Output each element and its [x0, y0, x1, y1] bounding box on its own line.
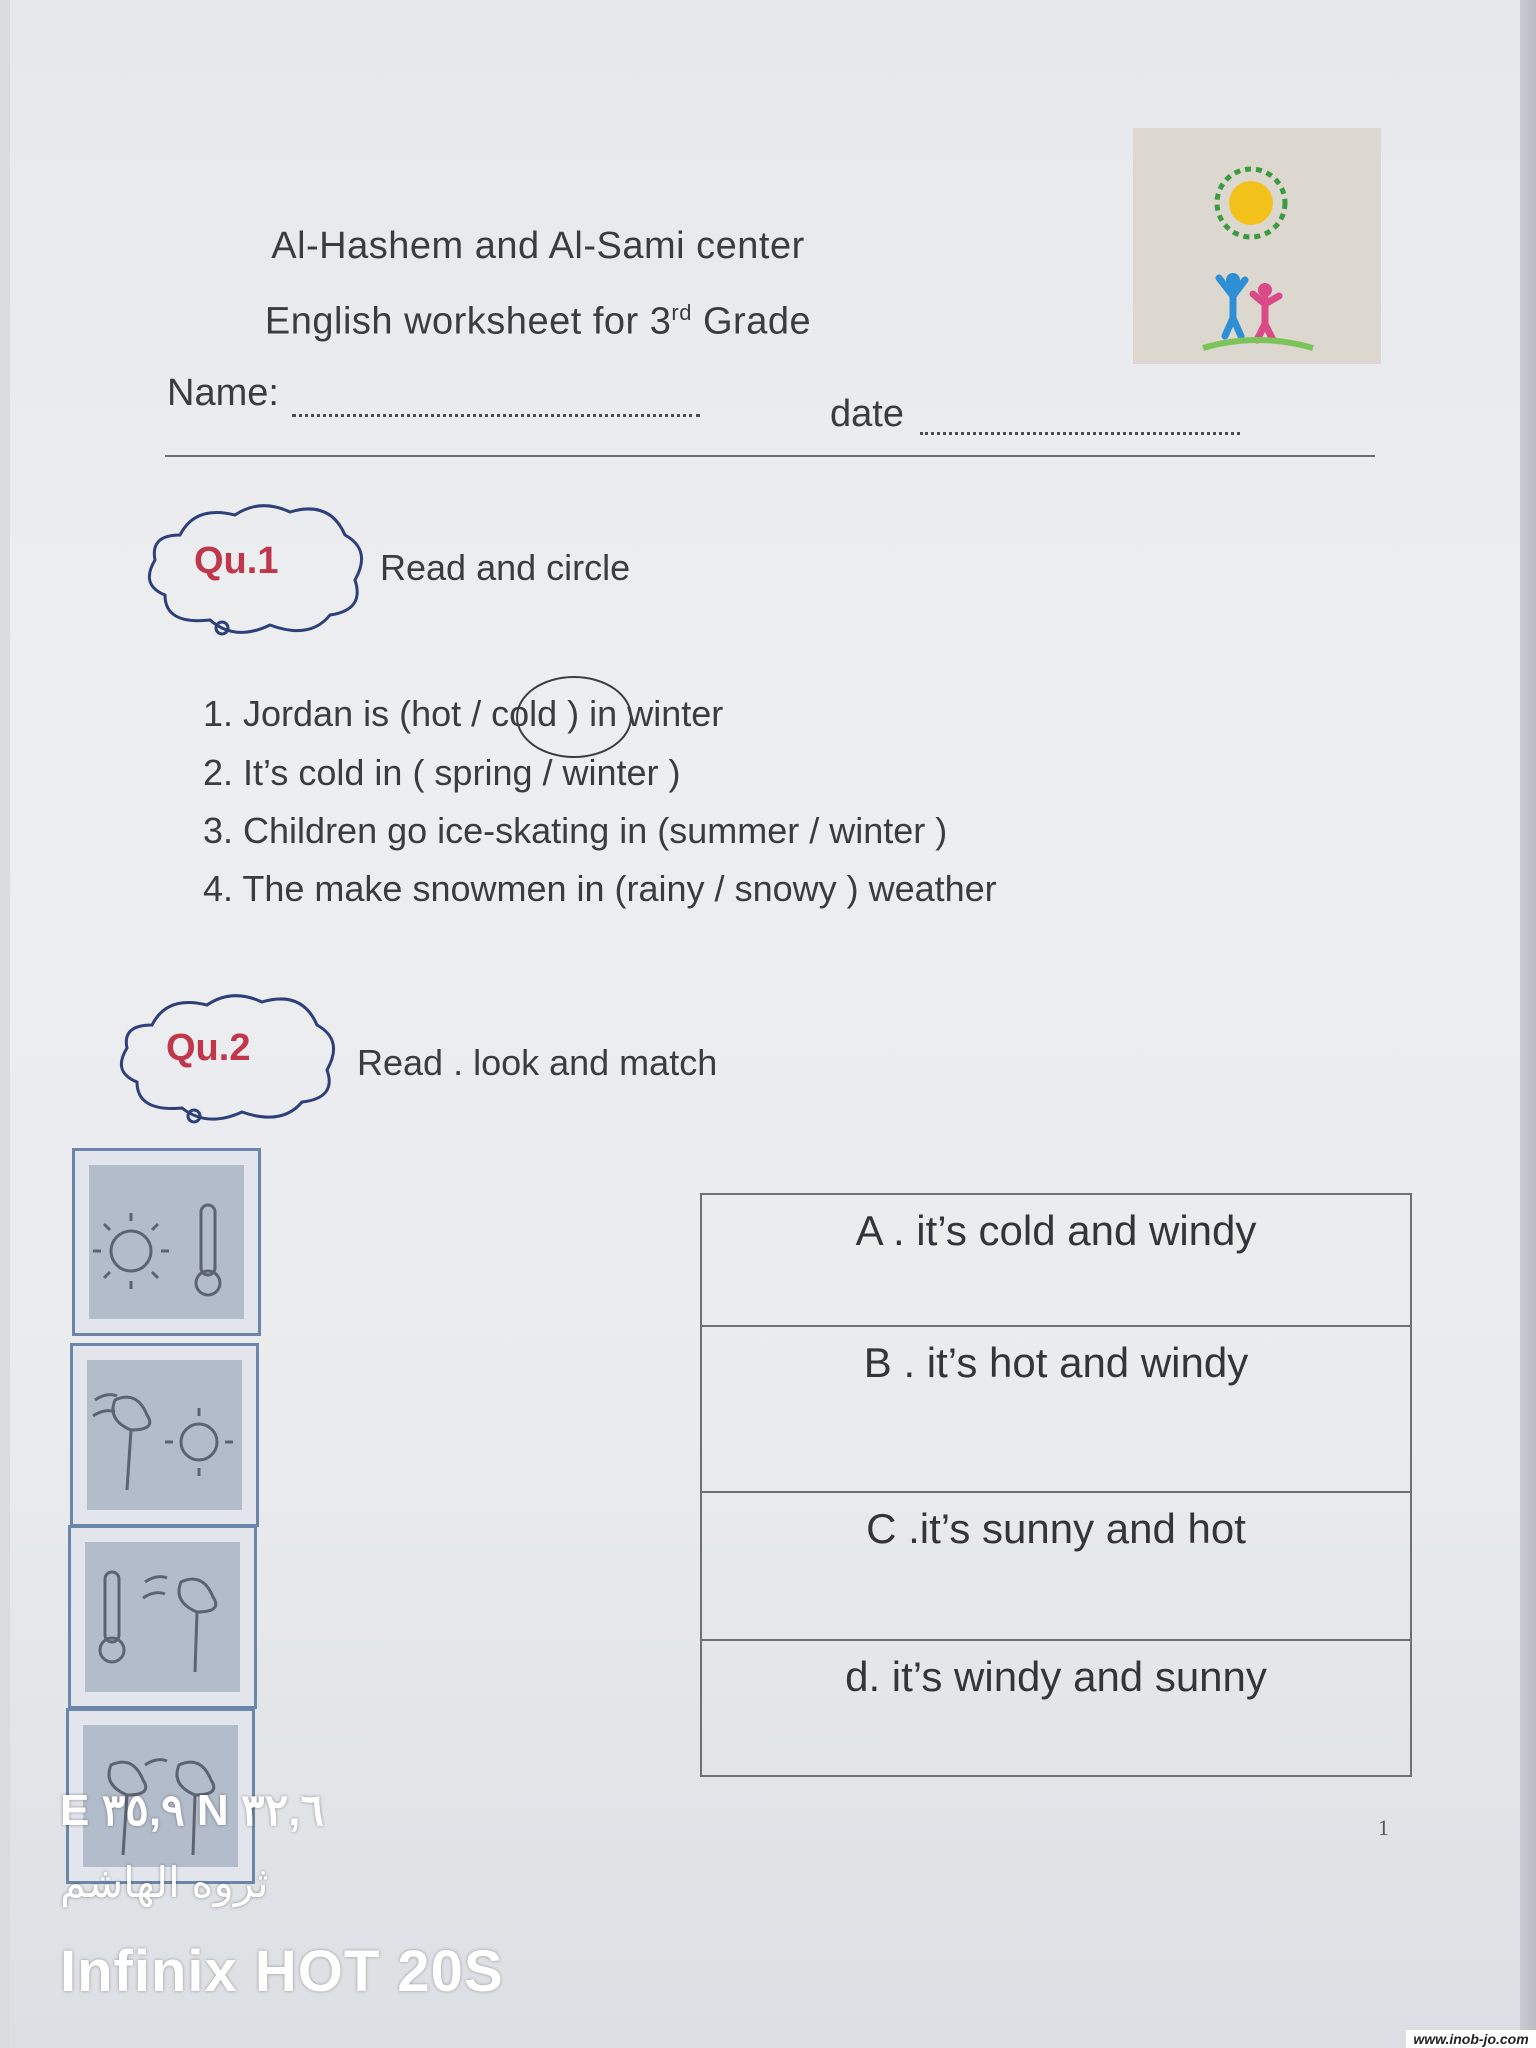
weather-picture-3[interactable]: [68, 1525, 257, 1709]
q1-item-2: 2. It’s cold in ( spring / winter ): [203, 752, 681, 793]
match-option-b[interactable]: [702, 1327, 1410, 1493]
worksheet-title-main: English worksheet for 3: [264, 300, 672, 343]
match-option-a-text: A . it’s cold and windy: [855, 1207, 1257, 1254]
match-option-d[interactable]: [702, 1641, 1410, 1775]
weather-picture-1[interactable]: [72, 1148, 261, 1336]
match-options-table: [700, 1193, 1412, 1777]
sun-icon: [93, 1213, 169, 1289]
photo-gps-coordinates: E ٣٥,٩ N ٣٢,٦: [60, 1786, 325, 1835]
photo-author: ثروه الهاشم: [60, 1859, 269, 1906]
q1-item-3: 3. Children go ice-skating in (summer / winter ): [203, 810, 948, 851]
match-option-a[interactable]: [702, 1195, 1410, 1327]
answer-circle-mark: [516, 676, 632, 758]
weather-picture-2[interactable]: [70, 1343, 259, 1527]
match-option-b-text: B . it’s hot and windy: [863, 1339, 1249, 1386]
match-option-c[interactable]: [702, 1493, 1410, 1641]
worksheet-title: [0, 300, 1306, 344]
q1-item-4: 4. The make snowmen in (rainy / snowy ) weather: [203, 868, 997, 909]
center-title: Al-Hashem and Al-Sami center: [271, 225, 805, 267]
wind-tree-icon: [93, 1395, 150, 1490]
center-logo: [1133, 128, 1381, 364]
match-option-c-text: C .it’s sunny and hot: [866, 1505, 1246, 1552]
q1-item-1: 1. Jordan is (hot / cold ) in winter: [203, 693, 724, 734]
header-divider: [165, 455, 1375, 457]
q1-instruction: Read and circle: [380, 547, 631, 588]
page-number: 1: [1378, 1815, 1389, 1840]
thermometer-icon: [196, 1205, 220, 1295]
site-watermark: www.inob-jo.com: [1406, 2030, 1536, 2048]
date-line[interactable]: [920, 432, 1240, 435]
name-line[interactable]: [292, 414, 700, 417]
logo-graphic: [1133, 128, 1381, 364]
logo-sun-icon: [1229, 181, 1273, 225]
name-label: Name:: [167, 372, 279, 414]
thermometer-icon: [100, 1572, 124, 1662]
logo-children-icon: [1219, 273, 1279, 340]
match-option-d-text: d. it’s windy and sunny: [845, 1653, 1267, 1700]
camera-brand-watermark: Infinix HOT 20S: [60, 1939, 504, 2004]
q2-label: Qu.2: [166, 1027, 251, 1069]
q2-instruction: Read . look and match: [357, 1042, 718, 1083]
date-label: date: [830, 393, 904, 435]
sun-icon: [165, 1408, 233, 1476]
worksheet-title-grade: Grade: [691, 300, 812, 343]
wind-tree-icon: [143, 1577, 216, 1672]
worksheet-title-sup: rd: [671, 300, 692, 325]
paper-edge: [1520, 0, 1536, 2048]
q1-label: Qu.1: [194, 540, 279, 582]
